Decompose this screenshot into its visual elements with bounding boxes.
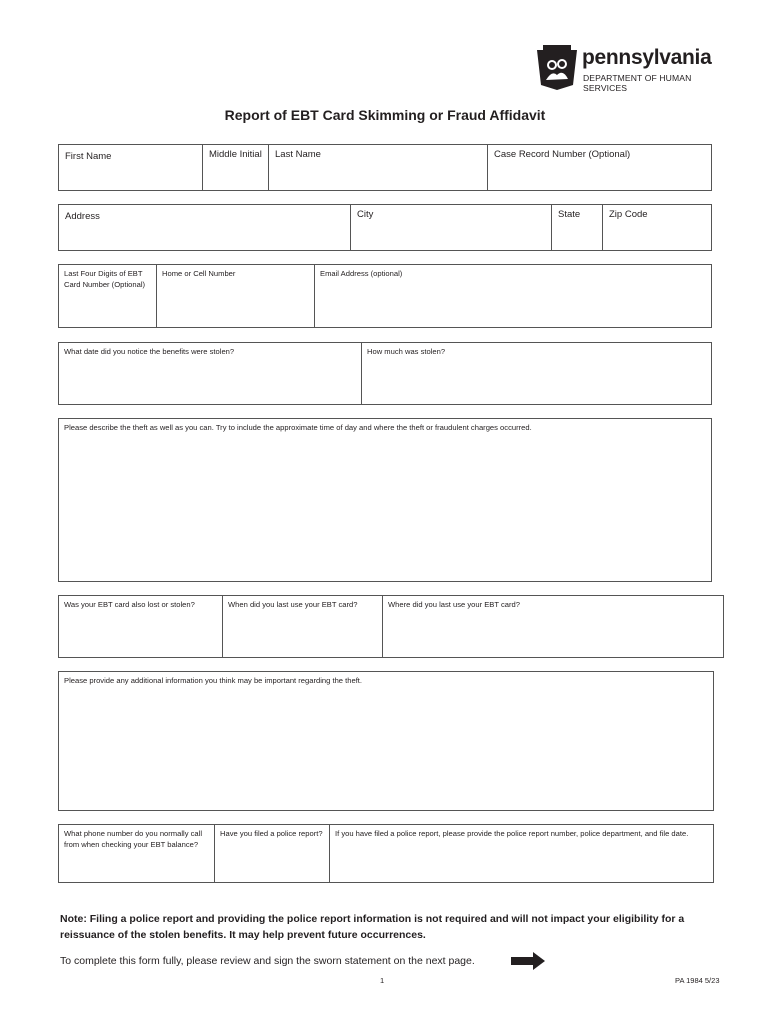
middle-initial-label: Middle Initial — [209, 149, 262, 160]
last-name-label: Last Name — [275, 149, 321, 160]
first-name-label: First Name — [65, 151, 112, 162]
last-use-where-label: Where did you last use your EBT card? — [388, 600, 520, 609]
case-record-field[interactable] — [487, 145, 711, 190]
name-row — [58, 144, 712, 191]
card-usage-row — [58, 595, 724, 658]
state-name: pennsylvania — [582, 46, 712, 69]
balance-phone-field[interactable] — [59, 825, 214, 882]
address-row — [58, 204, 712, 251]
dhs-logo — [537, 45, 732, 93]
card-lost-label: Was your EBT card also lost or stolen? — [64, 600, 195, 609]
state-field[interactable] — [551, 205, 602, 250]
police-filed-field[interactable] — [214, 825, 329, 882]
additional-info-field[interactable] — [58, 671, 714, 811]
address-label: Address — [65, 211, 100, 222]
police-report-row — [58, 824, 714, 883]
city-field[interactable] — [350, 205, 551, 250]
police-details-field[interactable] — [329, 825, 713, 882]
contact-row — [58, 264, 712, 328]
form-number: PA 1984 5/23 — [675, 976, 720, 985]
ebt-digits-field[interactable] — [59, 265, 156, 327]
last-name-field[interactable] — [268, 145, 487, 190]
theft-info-row — [58, 342, 712, 405]
balance-phone-label: What phone number do you normally call from when checking your EBT balance? — [64, 829, 203, 849]
card-lost-field[interactable] — [59, 596, 222, 657]
ebt-digits-label: Last Four Digits of EBT Card Number (Optional) — [64, 269, 146, 289]
footer-note: Note: Filing a police report and providing the police report information is not required and will not impact your eligibility for a reissuance of the stolen benefits. It may help prevent future occurrences. — [60, 913, 685, 941]
notice-date-label: What date did you notice the benefits were stolen? — [64, 347, 235, 356]
phone-label: Home or Cell Number — [162, 269, 236, 278]
theft-description-label: Please describe the theft as well as you can. Try to include the approximate time of day and where the theft or fraudulent charges occurred. — [64, 423, 532, 432]
state-label: State — [558, 209, 581, 220]
zip-code-label: Zip Code — [609, 209, 648, 220]
phone-field[interactable] — [156, 265, 314, 327]
email-label: Email Address (optional) — [320, 269, 403, 278]
notice-date-field[interactable] — [59, 343, 361, 404]
amount-stolen-field[interactable] — [361, 343, 711, 404]
zip-code-field[interactable] — [602, 205, 711, 250]
last-use-when-field[interactable] — [222, 596, 382, 657]
last-use-when-label: When did you last use your EBT card? — [228, 600, 358, 609]
arrow-right-icon — [511, 952, 545, 970]
amount-stolen-label: How much was stolen? — [367, 347, 446, 356]
next-page-instruction: To complete this form fully, please review and sign the sworn statement on the next page. — [60, 955, 475, 967]
additional-info-label: Please provide any additional information you think may be important regarding the theft. — [64, 676, 363, 685]
first-name-field[interactable] — [59, 145, 202, 190]
address-field[interactable] — [59, 205, 350, 250]
department-name: DEPARTMENT OF HUMAN SERVICES — [583, 73, 692, 93]
page-number: 1 — [380, 976, 385, 985]
police-filed-label: Have you filed a police report? — [220, 829, 323, 838]
case-record-label: Case Record Number (Optional) — [494, 149, 631, 160]
keystone-logo-icon — [537, 45, 577, 90]
middle-initial-field[interactable] — [202, 145, 268, 190]
form-title: Report of EBT Card Skimming or Fraud Affidavit — [224, 107, 546, 123]
theft-description-field[interactable] — [58, 418, 712, 582]
last-use-where-field[interactable] — [382, 596, 723, 657]
email-field[interactable] — [314, 265, 711, 327]
police-details-label: If you have filed a police report, please provide the police report number, police department, and file date. — [335, 829, 689, 838]
city-label: City — [357, 209, 374, 220]
